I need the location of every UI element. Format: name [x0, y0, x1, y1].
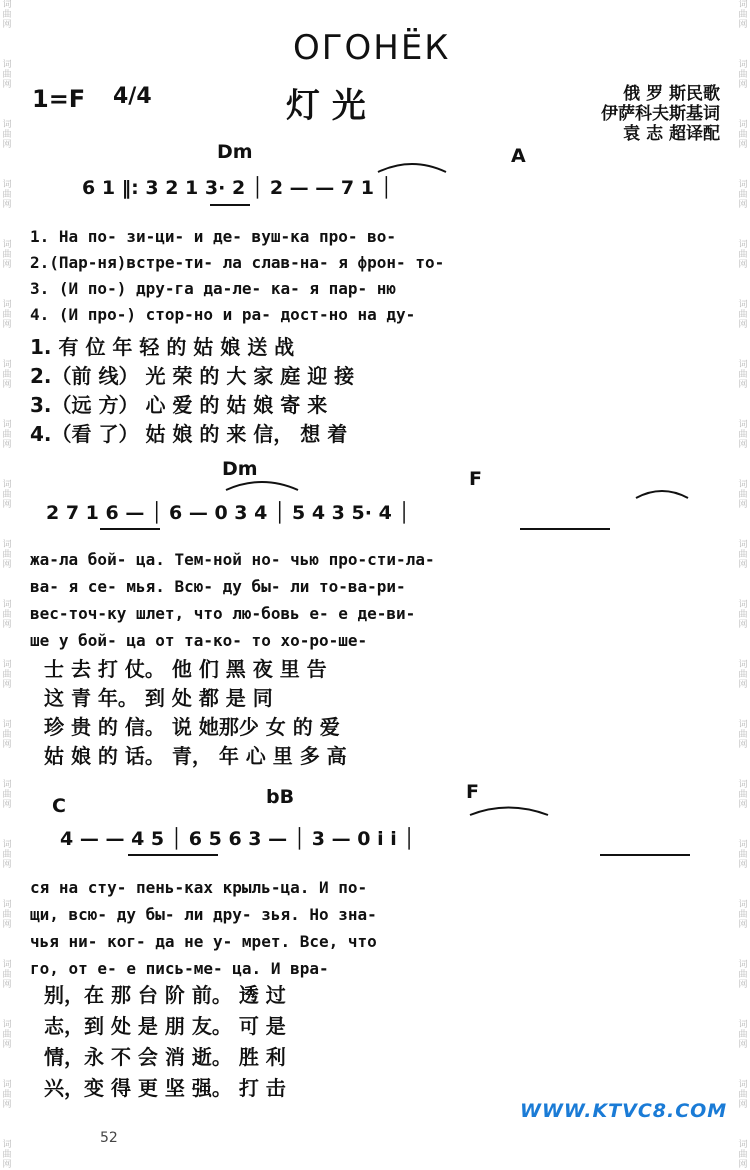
russian-verse-2: 2.(Пар-ня)встре-ти- ла слав-на- я фрон- то- [30, 253, 445, 272]
watermark-glyphs: 词 曲 网 [738, 720, 748, 750]
russian-verse-4: ше у бой- ца от та-ко- то хо-ро-ше- [30, 631, 368, 650]
watermark-glyphs: 词 曲 网 [2, 180, 12, 210]
chord-dm: Dm [217, 141, 253, 163]
chinese-verse-1: 1. 有 位 年 轻 的 姑 娘 送 战 [30, 335, 295, 359]
chinese-verse-4: 4.（看 了） 姑 娘 的 来 信， 想 着 [30, 422, 348, 446]
watermark-glyphs: 词 曲 网 [738, 60, 748, 90]
watermark-glyphs: 词 曲 网 [2, 600, 12, 630]
title-chinese: 灯 光 [286, 86, 366, 126]
russian-verse-3: 3. (И по-) дру-га да-ле- ка- я пар- ню [30, 279, 397, 298]
watermark-glyphs: 词 曲 网 [738, 120, 748, 150]
site-logo [520, 1100, 727, 1122]
chinese-verse-2: 志，到 处 是 朋 友。 可 是 [44, 1014, 286, 1038]
watermark-glyphs: 词 曲 网 [2, 360, 12, 390]
tie-mark [226, 482, 298, 490]
watermark-glyphs: 词 曲 网 [2, 840, 12, 870]
watermark-glyphs: 词 曲 网 [738, 420, 748, 450]
chinese-verse-3: 3.（远 方） 心 爱 的 姑 娘 寄 来 [30, 393, 328, 417]
chord-c: C [52, 795, 66, 817]
watermark-glyphs: 词 曲 网 [2, 660, 12, 690]
slur-mark [636, 491, 688, 498]
watermark-glyphs: 词 曲 网 [738, 0, 748, 30]
watermark-glyphs: 词 曲 网 [738, 540, 748, 570]
watermark-glyphs: 词 曲 网 [2, 540, 12, 570]
slur-mark [378, 164, 446, 172]
site-logo-text: WWW.KTVC8.COM [520, 1100, 728, 1122]
russian-verse-1: жа-ла бой- ца. Тем-ной но- чью про-сти-ла- [30, 550, 435, 569]
russian-verse-3: вес-точ-ку шлет, что лю-бовь е- е де-ви- [30, 604, 416, 623]
watermark-glyphs: 词 曲 网 [2, 1020, 12, 1050]
watermark-glyphs: 词 曲 网 [2, 720, 12, 750]
chinese-verse-2: 这 青 年。 到 处 都 是 同 [44, 686, 273, 710]
notation-line-3: 4 — — 4 5 │ 6 5 6 3 — │ 3 — 0 i i │ [60, 828, 415, 850]
credit-translator: 袁 志 超译配 [623, 124, 720, 144]
watermark-glyphs: 词 曲 网 [738, 300, 748, 330]
watermark-glyphs: 词 曲 网 [738, 1080, 748, 1110]
chinese-verse-2: 2.（前 线） 光 荣 的 大 家 庭 迎 接 [30, 364, 355, 388]
watermark-glyphs: 词 曲 网 [2, 420, 12, 450]
notation-line-2: 2 7 1 6 — │ 6 — 0 3 4 │ 5 4 3 5· 4 │ [46, 502, 410, 524]
time-signature-text: 4/4 [113, 84, 152, 109]
watermark-glyphs: 词 曲 网 [2, 1140, 12, 1170]
russian-verse-2: ва- я се- мья. Всю- ду бы- ли то-ва-ри- [30, 577, 406, 596]
watermark-glyphs: 词 曲 网 [2, 1080, 12, 1110]
chinese-verse-1: 士 去 打 仗。 他 们 黑 夜 里 告 [44, 657, 327, 681]
watermark-glyphs: 词 曲 网 [738, 360, 748, 390]
watermark-glyphs: 词 曲 网 [738, 960, 748, 990]
watermark-glyphs: 词 曲 网 [2, 240, 12, 270]
watermark-glyphs: 词 曲 网 [738, 180, 748, 210]
russian-verse-4: го, от е- е пись-ме- ца. И вра- [30, 959, 329, 978]
russian-verse-2: щи, всю- ду бы- ли дру- зья. Но зна- [30, 905, 377, 924]
watermark-glyphs: 词 曲 网 [738, 240, 748, 270]
watermark-glyphs: 词 曲 网 [738, 660, 748, 690]
chinese-verse-1: 别，在 那 台 阶 前。 透 过 [44, 983, 286, 1007]
chord-f: F [469, 468, 482, 490]
watermark-glyphs: 词 曲 网 [738, 600, 748, 630]
chinese-verse-3: 珍 贵 的 信。 说 她那少 女 的 爱 [44, 715, 340, 739]
watermark-glyphs: 词 曲 网 [2, 960, 12, 990]
chord-f-2: F [466, 781, 479, 803]
russian-verse-3: чья ни- ког- да не у- мрет. Все, что [30, 932, 377, 951]
watermark-glyphs: 词 曲 网 [738, 780, 748, 810]
chord-dm-2: Dm [222, 458, 258, 480]
chord-b-flat: bB [266, 786, 295, 808]
watermark-glyphs: 词 曲 网 [738, 840, 748, 870]
russian-verse-4: 4. (И про-) стор-но и ра- дост-но на ду- [30, 305, 416, 324]
watermark-glyphs: 词 曲 网 [2, 60, 12, 90]
chinese-verse-4: 姑 娘 的 话。 青， 年 心 里 多 高 [44, 744, 347, 768]
watermark-glyphs: 词 曲 网 [2, 300, 12, 330]
watermark-glyphs: 词 曲 网 [2, 0, 12, 30]
watermark-glyphs: 词 曲 网 [738, 1140, 748, 1170]
chord-a: A [511, 145, 526, 167]
watermark-glyphs: 词 曲 网 [2, 780, 12, 810]
credit-lyricist: 伊萨科夫斯基词 [601, 104, 720, 124]
watermark-glyphs: 词 曲 网 [2, 480, 12, 510]
watermark-glyphs: 词 曲 网 [2, 120, 12, 150]
watermark-glyphs: 词 曲 网 [738, 1020, 748, 1050]
russian-verse-1: 1. На по- зи-ци- и де- вуш-ка про- во- [30, 227, 397, 246]
chinese-verse-3: 情，永 不 会 消 逝。 胜 利 [44, 1045, 286, 1069]
notation-line-1: 6 1 ‖: 3 2 1 3· 2 │ 2 — — 7 1 │ [82, 177, 393, 199]
watermark-glyphs: 词 曲 网 [738, 480, 748, 510]
russian-verse-1: ся на сту- пень-ках крыль-ца. И по- [30, 878, 368, 897]
watermark-glyphs: 词 曲 网 [738, 900, 748, 930]
title-russian: ОГОНЁК [293, 28, 451, 68]
watermark-glyphs: 词 曲 网 [2, 900, 12, 930]
page-number: 52 [100, 1130, 118, 1146]
tie-mark [470, 808, 548, 816]
key-signature: 1=F [32, 85, 86, 113]
credit-origin: 俄 罗 斯民歌 [623, 84, 720, 104]
chinese-verse-4: 兴，变 得 更 坚 强。 打 击 [44, 1076, 286, 1100]
